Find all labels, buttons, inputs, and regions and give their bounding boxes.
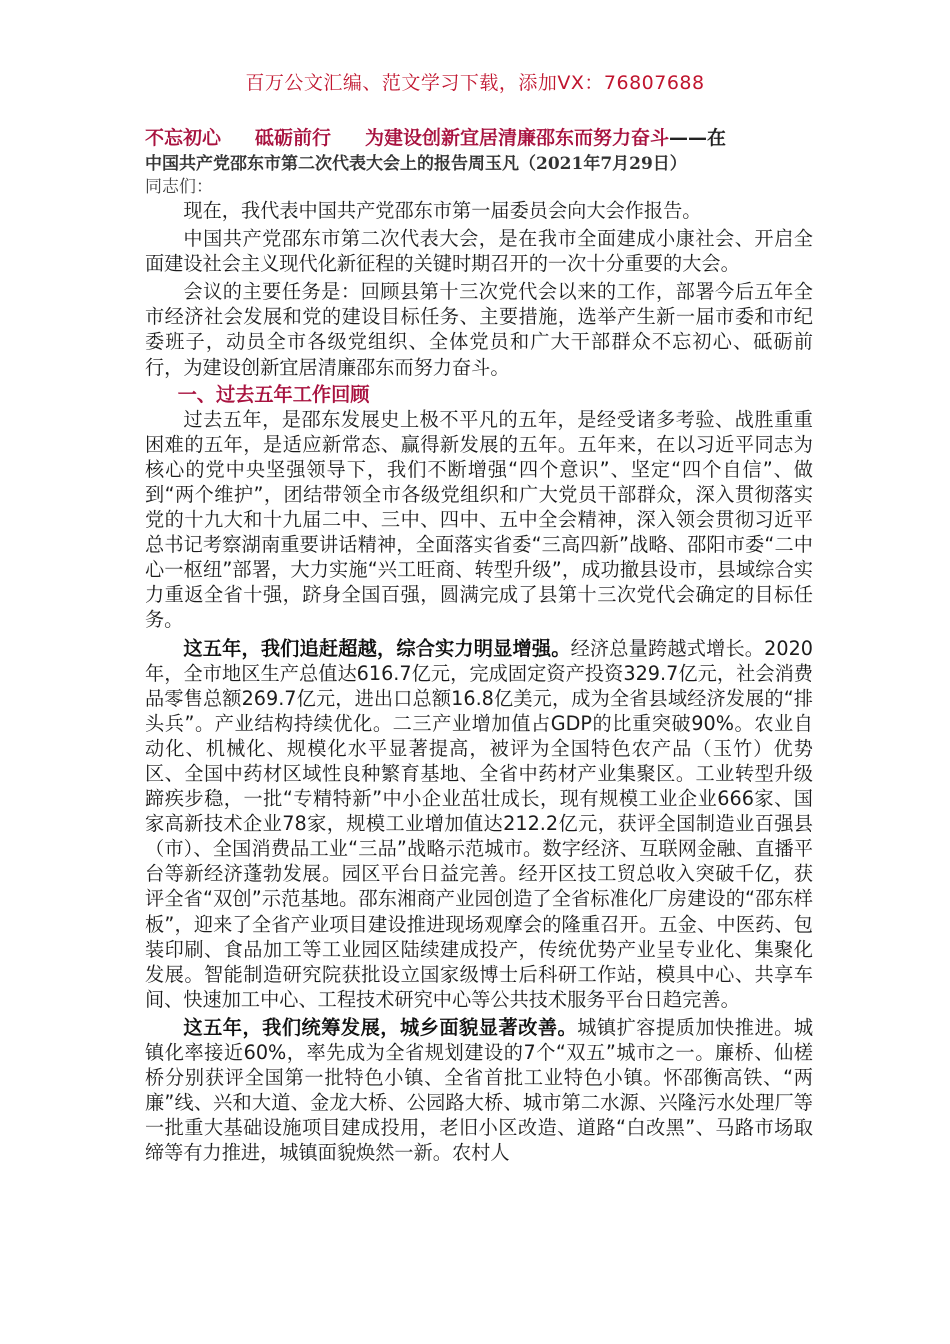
paragraph-2: 中国共产党邵东市第二次代表大会，是在我市全面建成小康社会、开启全面建设社会主义现代化新征程的关键时期召开的一次十分重要的大会。: [145, 227, 813, 276]
document-subtitle: 中国共产党邵东市第二次代表大会上的报告周玉凡（2021年7月29日）: [145, 154, 687, 174]
paragraph-6: [145, 1015, 813, 1166]
title-part-2: 砥砺前行: [255, 127, 332, 149]
title-part-3: 为建设创新宜居清廉邵东而努力奋斗: [365, 127, 670, 149]
paragraph-5-lead: 这五年，我们追赶超越，综合实力明显增强。: [183, 636, 571, 660]
paragraph-5-text: 经济总量跨越式增长。2020年，全市地区生产总值达616.7亿元，完成固定资产投资329.7亿元，社会消费品零售总额269.7亿元，进出口总额16.8亿美元，成为全省县域经济发展的“排头兵”。产业结构持续优化。二三产业增加值占GDP的比重突破90%。农业自动化、机械化、规模化水平显著提高，被评为全国特色农产品（玉竹）优势区、全国中药材区域性良种繁育基地、全省中药材产业集聚区。工业转型升级蹄疾步稳，一批“专精特新”中小企业茁壮成长，现有规模工业企业666家、国家高新技术企业78家，规模工业增加值达212.2亿元，获评全国制造业百强县（市）、全国消费品工业“三品”战略示范城市。数字经济、互联网金融、直播平台等新经济蓬勃发展。园区平台日益完善。经开区技工贸总收入突破千亿，获评全省“双创”示范基地。邵东湘商产业园创造了全省标准化厂房建设的“邵东样板”，迎来了全省产业项目建设推进现场观摩会的隆重召开。五金、中医药、包装印刷、食品加工等工业园区陆续建成投产，传统优势产业呈专业化、集聚化发展。智能制造研究院获批设立国家级博士后科研工作站，模具中心、共享车间、快速加工中心、工程技术研究中心等公共技术服务平台日趋完善。: [145, 636, 813, 1011]
header-watermark-banner: 百万公文汇编、范文学习下载，添加VX：76807688: [245, 72, 705, 94]
paragraph-6-lead: 这五年，我们统筹发展，城乡面貌显著改善。: [183, 1015, 578, 1039]
document-title: [145, 124, 813, 152]
paragraph-6-text: 城镇扩容提质加快推进。城镇化率接近60%，率先成为全省规划建设的7个“双五”城市之一。廉桥、仙槎桥分别获评全国第一批特色小镇、全省首批工业特色小镇。怀邵衡高铁、“两廉”线、兴和大道、金龙大桥、公园路大桥、城市第二水源、兴隆污水处理厂等一批重大基础设施项目建成投用，老旧小区改造、道路“白改黑”、马路市场取缔等有力推进，城镇面貌焕然一新。农村人: [145, 1015, 814, 1165]
paragraph-4: 过去五年，是邵东发展史上极不平凡的五年，是经受诸多考验、战胜重重困难的五年，是适应新常态、赢得新发展的五年。五年来，在以习近平同志为核心的党中央坚强领导下，我们不断增强“四个意识”、坚定“四个自信”、做到“两个维护”，团结带领全市各级党组织和广大党员干部群众，深入贯彻落实党的十九大和十九届二中、三中、四中、五中全会精神，深入领会贯彻习近平总书记考察湖南重要讲话精神，全面落实省委“三高四新”战略、邵阳市委“二中心一枢纽”部署，大力实施“兴工旺商、转型升级”，成功撤县设市，县域综合实力重返全省十强，跻身全国百强，圆满完成了县第十三次党代会确定的目标任务。: [145, 407, 813, 632]
title-part-4: ——在: [669, 127, 727, 149]
greeting: 同志们：: [145, 177, 213, 197]
paragraph-5: [145, 636, 813, 1012]
document-body: [145, 124, 813, 1165]
paragraph-1: 现在，我代表中国共产党邵东市第一届委员会向大会作报告。: [183, 199, 702, 222]
title-part-1: 不忘初心: [145, 127, 222, 149]
section-heading-1: 一、过去五年工作回顾: [177, 382, 370, 406]
paragraph-3: 会议的主要任务是：回顾县第十三次党代会以来的工作，部署今后五年全市经济社会发展和党的建设目标任务、主要措施，选举产生新一届市委和市纪委班子，动员全市各级党组织、全体党员和广大干部群众不忘初心、砥砺前行，为建设创新宜居清廉邵东而努力奋斗。: [145, 280, 813, 379]
